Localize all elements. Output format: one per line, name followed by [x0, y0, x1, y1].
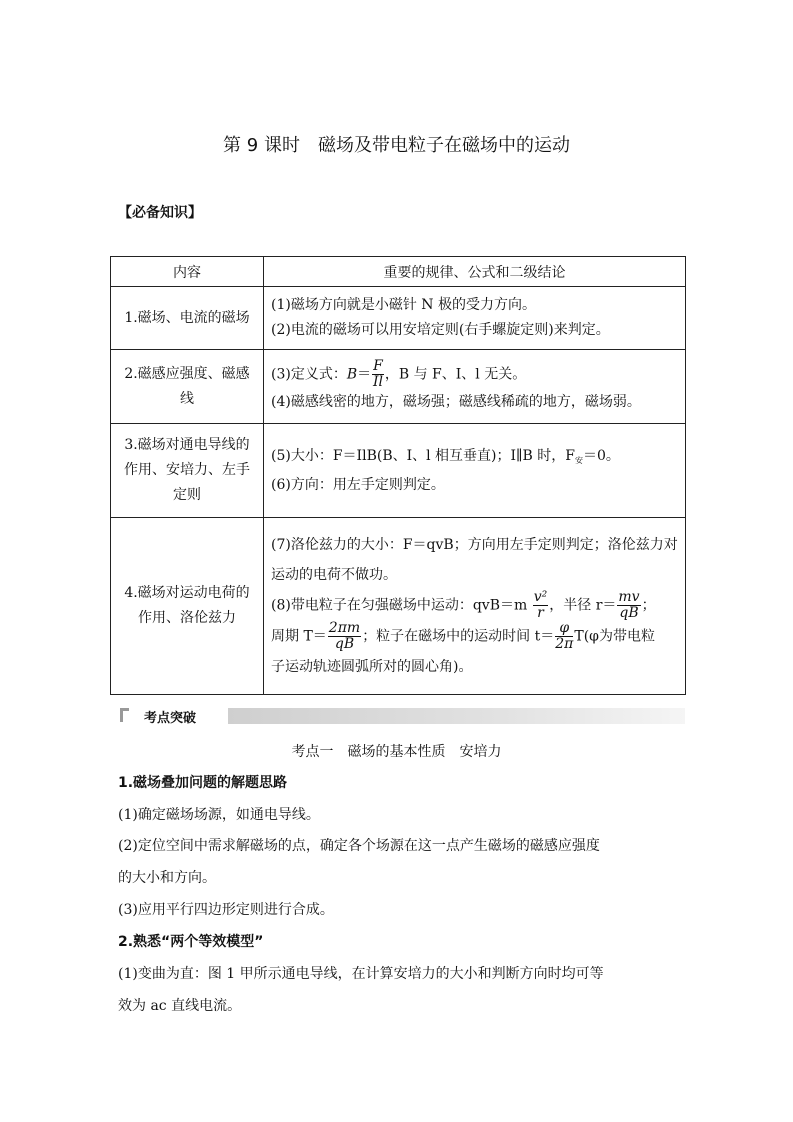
rule-line — [271, 444, 678, 473]
content-cell — [264, 350, 686, 424]
fraction — [372, 359, 384, 390]
banner-label: 考点突破 — [144, 711, 197, 726]
numerator: 2πm — [328, 620, 361, 636]
topic-cell: 2.磁感应强度、磁感线 — [111, 350, 264, 424]
rule-line: (6)方向：用左手定则判定。 — [271, 476, 445, 493]
header-cell: 重要的规律、公式和二级结论 — [264, 257, 686, 287]
paragraph-heading: 2.熟悉“两个等效模型” — [118, 934, 264, 950]
text: (8)带电粒子在匀强磁场中运动：qvB＝m — [271, 597, 532, 614]
section-banner — [120, 708, 685, 724]
rule-line: (1)磁场方向就是小磁针 N 极的受力方向。 — [271, 297, 536, 313]
paragraph: 的大小和方向。 — [118, 870, 216, 886]
paragraph: (3)应用平行四边形定则进行合成。 — [118, 902, 334, 918]
banner-shading — [228, 708, 685, 724]
topic-heading: 考点一 磁场的基本性质 安培力 — [291, 744, 502, 760]
denominator: r — [537, 605, 544, 621]
text: (5)大小： — [271, 447, 333, 464]
denominator: 2π — [555, 636, 574, 652]
paragraph: (1)确定磁场场源，如通电导线。 — [118, 807, 320, 823]
rule-line: (7)洛伦兹力的大小：F＝qvB；方向用左手定则判定；洛伦兹力对运动的电荷不做功。 — [271, 537, 678, 583]
paragraph: 效为 ac 直线电流。 — [118, 998, 242, 1014]
page-title: 第 9 课时 磁场及带电粒子在磁场中的运动 — [223, 135, 570, 156]
rule-line: (4)磁感线密的地方，磁场强；磁感线稀疏的地方，磁场弱。 — [271, 393, 641, 410]
text: ，半径 r＝ — [549, 597, 617, 614]
text: ；粒子在磁场中的运动时间 t＝ — [362, 628, 555, 645]
subscript: 安 — [574, 455, 583, 465]
paragraph-heading: 1.磁场叠加问题的解题思路 — [118, 775, 288, 791]
table-header-row — [111, 257, 686, 287]
text: ； — [641, 597, 656, 614]
text: (3)定义式： — [271, 366, 347, 382]
denominator: Il — [372, 373, 383, 390]
fraction — [617, 590, 640, 621]
numerator: φ — [555, 621, 573, 637]
topic-cell: 1.磁场、电流的磁场 — [111, 287, 264, 350]
corner-mark-icon — [120, 708, 129, 722]
numerator: mv — [618, 589, 640, 605]
content-cell — [264, 518, 686, 695]
paragraph: (2)定位空间中需求解磁场的点，确定各个场源在这一点产生磁场的磁感应强度 — [118, 838, 600, 854]
fraction — [555, 621, 573, 652]
text: B — [346, 366, 358, 382]
text: ＝ — [357, 366, 372, 382]
rule-line: (2)电流的磁场可以用安培定则(右手螺旋定则)来判定。 — [271, 322, 610, 338]
knowledge-table — [110, 256, 686, 695]
rule-line — [271, 359, 678, 390]
numerator: v² — [533, 589, 548, 605]
rule-line: 子运动轨迹圆弧所对的圆心角)。 — [271, 659, 473, 675]
table-row — [111, 287, 686, 350]
text: ，B 与 F、I、l 无关。 — [384, 366, 527, 382]
table-row — [111, 518, 686, 695]
denominator: qB — [619, 605, 639, 621]
text: F＝IlB(B、I、l 相互垂直)；I∥B 时，F — [332, 447, 575, 464]
text: T(φ为带电粒 — [574, 628, 655, 645]
header-cell: 内容 — [111, 257, 264, 287]
content-cell — [264, 424, 686, 518]
rule-line — [271, 621, 678, 652]
denominator: qB — [334, 636, 355, 652]
text: ＝0。 — [582, 447, 620, 464]
topic-cell: 4.磁场对运动电荷的作用、洛伦兹力 — [111, 518, 264, 695]
numerator: F — [373, 357, 383, 374]
paragraph: (1)变曲为直：图 1 甲所示通电导线，在计算安培力的大小和判断方向时均可等 — [118, 966, 604, 982]
section-heading: 【必备知识】 — [118, 205, 202, 221]
fraction — [533, 590, 549, 621]
text: 周期 T＝ — [271, 628, 327, 645]
content-cell — [264, 287, 686, 350]
fraction — [328, 621, 361, 652]
rule-line — [271, 590, 678, 621]
table-row — [111, 424, 686, 518]
table-row — [111, 350, 686, 424]
topic-cell: 3.磁场对通电导线的作用、安培力、左手定则 — [111, 424, 264, 518]
